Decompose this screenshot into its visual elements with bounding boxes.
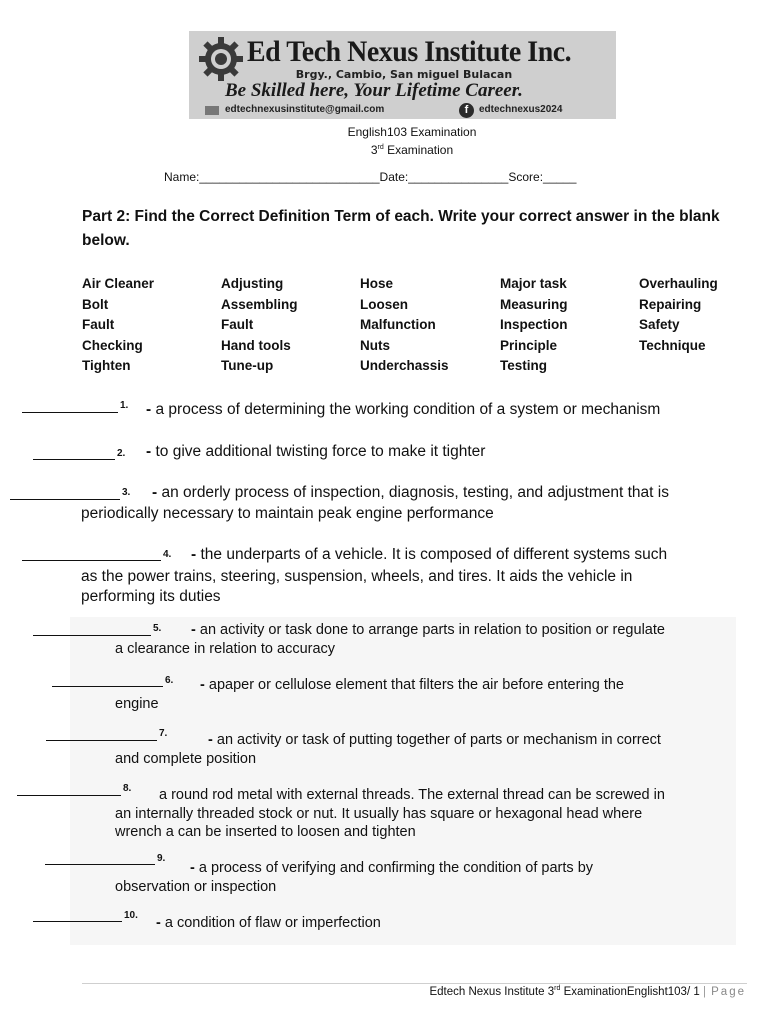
student-info-line	[164, 170, 576, 184]
term-item: Safety	[639, 317, 680, 332]
question-number: 9.	[157, 853, 166, 864]
question-number: 4.	[163, 549, 172, 560]
email-icon	[205, 106, 219, 115]
question-dash: -	[191, 546, 197, 563]
term-item: Overhauling	[639, 276, 718, 291]
question-text	[190, 859, 593, 877]
institute-slogan: Be Skilled here, Your Lifetime Career.	[225, 80, 523, 101]
question-text	[200, 676, 624, 694]
term-item: Major task	[500, 276, 567, 291]
term-item: Assembling	[221, 296, 298, 312]
question-number: 2.	[117, 448, 126, 459]
term-item: Repairing	[639, 296, 702, 312]
question-dash: -	[200, 677, 205, 693]
exam-title-rest: Examination	[383, 143, 454, 157]
question-number: 8.	[123, 783, 132, 794]
question-text	[146, 441, 485, 462]
question-number: 6.	[165, 675, 174, 686]
question-line: a clearance in relation to accuracy	[115, 641, 336, 657]
question-text	[156, 914, 381, 932]
institute-address: Brgy., Cambio, San miguel Bulacan	[295, 68, 513, 81]
facebook-handle: edtechnexus2024	[479, 104, 563, 115]
question-number: 5.	[153, 623, 162, 634]
contact-row	[205, 104, 605, 118]
question-number: 3.	[122, 487, 131, 498]
question-dash: -	[156, 915, 161, 931]
question-line: as the power trains, steering, suspension, wheels, and tires. It aids the vehicle in	[81, 568, 633, 585]
question-line: a process of determining the working condition of a system or mechanism	[155, 401, 661, 418]
answer-blank[interactable]	[45, 864, 155, 865]
exam-title-num: 3	[370, 143, 378, 157]
facebook-icon: f	[459, 103, 474, 118]
question-line: an activity or task of putting together of parts or mechanism in correct	[216, 732, 661, 748]
question-number: 1.	[120, 400, 129, 411]
question-dash: -	[190, 860, 195, 876]
footer-text-rest: ExaminationEnglisht103/ 1	[560, 986, 703, 998]
answer-blank[interactable]	[22, 560, 161, 561]
answer-blank[interactable]	[46, 740, 157, 741]
term-item: Fault	[82, 317, 115, 332]
question-line: the underparts of a vehicle. It is composed of different systems such	[200, 546, 668, 563]
question-dash: -	[152, 484, 158, 501]
term-item: Loosen	[360, 296, 409, 312]
term-column	[221, 274, 356, 377]
question-line: a round rod metal with external threads. The external thread can be screwed in	[159, 787, 665, 803]
question-dash: -	[191, 622, 196, 638]
footer-text: Edtech Nexus Institute 3	[429, 986, 555, 998]
question-line: apaper or cellulose element that filters the air before entering the	[208, 677, 624, 693]
answer-blank[interactable]	[17, 795, 121, 796]
gear-logo-icon	[197, 35, 245, 83]
question-line: observation or inspection	[115, 879, 277, 895]
question-line: a condition of flaw or imperfection	[164, 915, 381, 931]
term-item: Inspection	[500, 317, 568, 332]
exam-course: English103 Examination	[347, 125, 477, 139]
question-text	[191, 544, 667, 565]
score-field[interactable]: _____	[543, 170, 577, 184]
term-item: Checking	[82, 337, 143, 353]
question-dash: -	[146, 443, 152, 460]
name-label: Name:	[164, 170, 200, 184]
footer-divider	[82, 983, 747, 984]
term-item: Principle	[500, 337, 558, 353]
date-label: Date:	[379, 170, 409, 184]
term-item: Technique	[639, 337, 706, 353]
question-line: a process of verifying and confirming the condition of parts by	[198, 860, 594, 876]
term-item: Hand tools	[221, 337, 291, 353]
footer-sup: rd	[554, 985, 561, 993]
question-dash: -	[208, 732, 213, 748]
question-text	[146, 399, 660, 420]
institute-banner	[189, 31, 616, 119]
exam-title	[0, 143, 768, 157]
question-line: and complete position	[115, 751, 257, 767]
contact-email: edtechnexusinstitute@gmail.com	[225, 104, 385, 115]
institute-name: Ed Tech Nexus Institute Inc.	[247, 35, 572, 68]
question-number: 10.	[124, 910, 138, 921]
question-line: to give additional twisting force to make it tighter	[155, 443, 486, 460]
question-line: engine	[115, 696, 159, 712]
question-number: 7.	[159, 728, 168, 739]
term-item: Measuring	[500, 296, 568, 312]
answer-blank[interactable]	[22, 412, 118, 413]
question-line: an activity or task done to arrange parts in relation to position or regulate	[199, 622, 665, 638]
term-column	[82, 274, 217, 377]
term-item: Tighten	[82, 358, 131, 373]
term-item: Fault	[221, 317, 254, 332]
question-text	[152, 482, 669, 503]
page-footer	[429, 986, 746, 998]
exam-title-sup: rd	[377, 144, 384, 151]
term-item: Bolt	[82, 296, 109, 312]
question-line: an internally threaded stock or nut. It usually has square or hexagonal head where	[115, 806, 643, 822]
term-item: Tune-up	[221, 358, 274, 373]
term-item: Hose	[360, 276, 394, 291]
score-label: Score:	[508, 170, 544, 184]
question-line: periodically necessary to maintain peak engine performance	[81, 505, 494, 522]
term-item: Adjusting	[221, 276, 284, 291]
date-field[interactable]: _______________	[408, 170, 509, 184]
answer-blank[interactable]	[33, 635, 151, 636]
term-column	[500, 274, 635, 377]
question-line: an orderly process of inspection, diagnosis, testing, and adjustment that is	[161, 484, 669, 501]
question-line: wrench a can be inserted to loosen and tighten	[115, 824, 416, 840]
answer-blank[interactable]	[33, 921, 122, 922]
term-item: Underchassis	[360, 358, 449, 373]
name-field[interactable]: ___________________________	[199, 170, 380, 184]
term-item: Air Cleaner	[82, 276, 155, 291]
footer-separator: |	[702, 986, 706, 998]
term-item: Nuts	[360, 337, 390, 353]
term-item: Testing	[500, 358, 547, 373]
question-text	[208, 731, 661, 749]
term-column	[360, 274, 495, 377]
question-dash: -	[146, 401, 152, 418]
term-column	[639, 274, 768, 356]
answer-blank[interactable]	[10, 499, 120, 500]
answer-blank[interactable]	[52, 686, 163, 687]
answer-blank[interactable]	[33, 459, 115, 460]
term-item: Malfunction	[360, 317, 436, 332]
footer-page-word: Page	[705, 986, 746, 998]
part-heading: Part 2: Find the Correct Definition Term of each. Write your correct answer in the blank below.	[82, 208, 720, 249]
question-line: performing its duties	[81, 588, 221, 605]
question-text	[191, 621, 665, 639]
question-text	[159, 786, 665, 804]
